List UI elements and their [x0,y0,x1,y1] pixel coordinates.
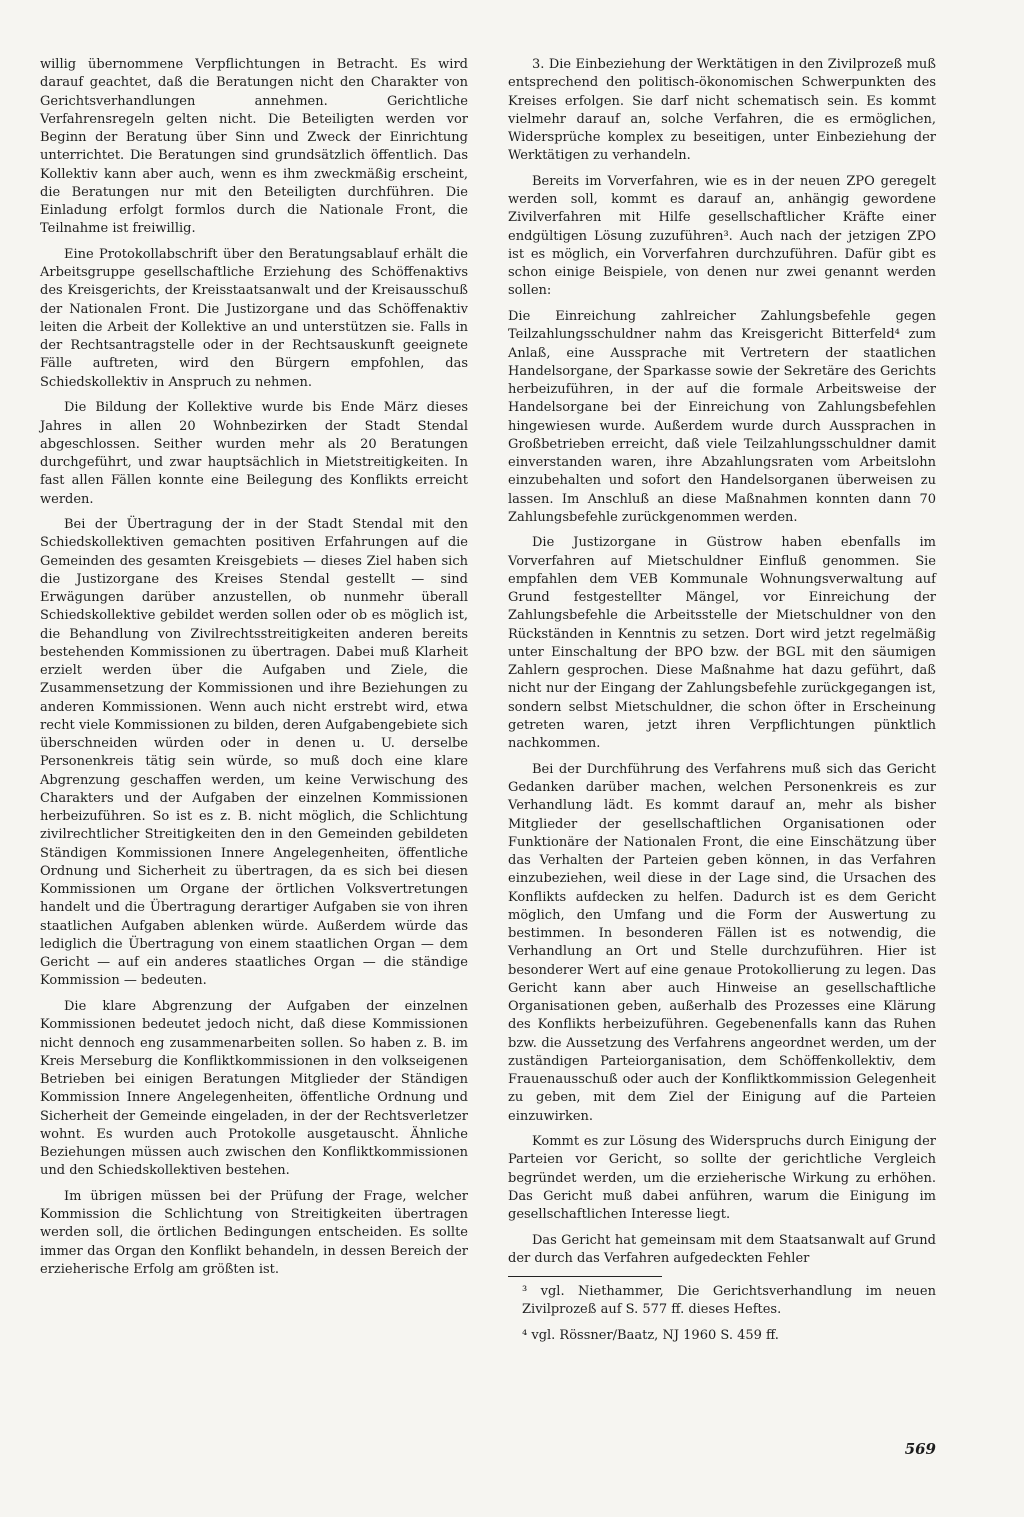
paragraph: 3. Die Einbeziehung der Werktätigen in den Zivilprozeß muß entsprechend den politisch-ökonomischen Schwerpunkten des Kreises erfolgen. Sie darf nicht schematisch sein. Es kommt vielmehr darauf an, solche Verfahren, die es ermöglichen, Widersprüche komplex zu beseitigen, unter Einbeziehung der Werktätigen zu verhandeln. [508,57,936,164]
paragraph: Die klare Abgrenzung der Aufgaben der einzelnen Kommissionen bedeutet jedoch nicht, daß diese Kommissionen nicht dennoch eng zusammenarbeiten sollen. So haben z. B. im Kreis Merseburg die Konfliktkommissionen in den volkseigenen Betrieben bei einigen Beratungen Mitglieder der Ständigen Kommission Innere Angelegenheiten, öffentliche Ordnung und Sicherheit der Gemeinde eingeladen, in der der Rechtsverletzer wohnt. Es wurden auch Protokolle ausgetauscht. Ähnliche Beziehungen müssen auch zwischen den Konfliktkommissionen und den Schiedskollektiven bestehen. [40,999,468,1179]
left-column [40,56,468,1287]
paragraph: Bei der Übertragung der in der Stadt Stendal mit den Schiedskollektiven gemachten positiven Erfahrungen auf die Gemeinden des gesamten Kreisgebiets — dieses Ziel haben sich die Justizorgane des Kreises Stendal gestellt — sind Erwägungen darüber anzustellen, ob nunmehr überall Schiedskollektive gebildet werden sollen oder ob es möglich ist, die Behandlung von Zivilrechtsstreitigkeiten anderen bereits bestehenden Kommissionen zu übertragen. Dabei muß Klarheit erzielt werden über die Aufgaben und Ziele, die Zusammensetzung der Kommissionen und ihre Beziehungen zu anderen Kommissionen. Wenn auch nicht erstrebt wird, etwa recht viele Kommissionen zu bilden, deren Aufgabengebiete sich überschneiden würden oder in denen u. U. derselbe Personenkreis tätig sein würde, so muß doch eine klare Abgrenzung geschaffen werden, um keine Verwischung des Charakters und der Aufgaben der einzelnen Kommissionen herbeizuführen. So ist es z. B. nicht möglich, die Schlichtung zivilrechtlicher Streitigkeiten den in den Gemeinden gebildeten Ständigen Kommissionen Innere Angelegenheiten, öffentliche Ordnung und Sicherheit zu übertragen, da es sich bei diesen Kommissionen um Organe der örtlichen Volksvertretungen handelt und die Übertragung derartiger Aufgaben sie von ihren staatlichen Aufgaben ablenken würde. Außerdem würde das lediglich die Übertragung von einem staatlichen Organ — dem Gericht — auf ein anderes staatliches Organ — die ständige Kommission — bedeuten. [40,517,468,989]
paragraph: Kommt es zur Lösung des Widerspruchs durch Einigung der Parteien vor Gericht, so sollte der gerichtliche Vergleich begründet werden, um die erzieherische Wirkung zu erhöhen. Das Gericht muß dabei anführen, warum die Einigung im gesellschaftlichen Interesse liegt. [508,1134,936,1223]
paragraph: Die Bildung der Kollektive wurde bis Ende März dieses Jahres in allen 20 Wohnbezirken der Stadt Stendal abgeschlossen. Seither wurden mehr als 20 Beratungen durchgeführt, und zwar hauptsächlich in Mietstreitigkeiten. In fast allen Fällen konnte eine Beilegung des Konflikts erreicht werden. [40,400,468,507]
footnote: ³ vgl. Niethammer, Die Gerichtsverhandlung im neuen Zivilprozeß auf S. 577 ff. dieses Heftes. [522,1283,936,1317]
footnote: ⁴ vgl. Rössner/Baatz, NJ 1960 S. 459 ff. [522,1327,779,1343]
paragraph: Bei der Durchführung des Verfahrens muß sich das Gericht Gedanken darüber machen, welchen Personenkreis es zur Verhandlung lädt. Es kommt darauf an, mehr als bisher Mitglieder der gesellschaftlichen Organisationen oder Funktionäre der Nationalen Front, die eine Einschätzung über das Verhalten der Parteien geben können, in das Verfahren einzubeziehen, weil diese in der Lage sind, die Ursachen des Konflikts aufdecken zu helfen. Dadurch ist es dem Gericht möglich, den Umfang und die Form der Auswertung zu bestimmen. In besonderen Fällen ist es notwendig, die Verhandlung an Ort und Stelle durchzuführen. Hier ist besonderer Wert auf eine genaue Protokollierung zu legen. Das Gericht kann aber auch Hinweise an gesellschaftliche Organisationen geben, außerhalb des Prozesses eine Klärung des Konflikts herbeizuführen. Gegebenenfalls kann das Ruhen bzw. die Aussetzung des Verfahrens angeordnet werden, um der zuständigen Parteiorganisation, dem Schöffenkollektiv, dem Frauenausschuß oder auch der Konfliktkommission Gelegenheit zu geben, mit dem Ziel der Einigung auf die Parteien einzuwirken. [508,761,936,1124]
paragraph: Im übrigen müssen bei der Prüfung der Frage, welcher Kommission die Schlichtung von Streitigkeiten übertragen werden soll, die örtlichen Bedingungen entscheiden. Es sollte immer das Organ den Konflikt behandeln, in dessen Bereich der erzieherische Erfolg am größten ist. [40,1188,468,1277]
page-number: 569 [904,1440,936,1458]
paragraph: Die Justizorgane in Güstrow haben ebenfalls im Vorverfahren auf Mietschuldner Einfluß genommen. Sie empfahlen dem VEB Kommunale Wohnungsverwaltung auf Grund festgestellter Mängel, vor Einreichung der Zahlungsbefehle die Arbeitsstelle der Mietschuldner von den Rückständen in Kenntnis zu setzen. Dort wird jetzt regelmäßig unter Einschaltung der BPO bzw. der BGL mit den säumigen Zahlern gesprochen. Diese Maßnahme hat dazu geführt, daß nicht nur der Eingang der Zahlungsbefehle zurückgegangen ist, sondern selbst Mietschuldner, die schon öfter in Erscheinung getreten waren, jetzt ihren Verpflichtungen pünktlich nachkommen. [508,535,936,752]
footnote-divider [508,1276,662,1277]
paragraph: Eine Protokollabschrift über den Beratungsablauf erhält die Arbeitsgruppe gesellschaftliche Erziehung des Schöffenaktivs des Kreisgerichts, der Kreisstaatsanwalt und der Kreisausschuß der Nationalen Front. Die Justizorgane und das Schöffenaktiv leiten die Arbeit der Kollektive an und unterstützen sie. Falls in der Rechtsantragstelle oder in der Rechtsauskunft geeignete Fälle auftreten, wird den Bürgern empfohlen, das Schiedskollektiv in Anspruch zu nehmen. [40,246,468,390]
right-column [508,56,936,1352]
paragraph: willig übernommene Verpflichtungen in Betracht. Es wird darauf geachtet, daß die Beratungen nicht den Charakter von Gerichtsverhandlungen annehmen. Gerichtliche Verfahrensregeln gelten nicht. Die Beteiligten werden vor Beginn der Beratung über Sinn und Zweck der Einrichtung unterrichtet. Die Beratungen sind grundsätzlich öffentlich. Das Kollektiv kann aber auch, wenn es ihm zweckmäßig erscheint, die Beratungen nur mit den Beteiligten durchführen. Die Einladung erfolgt formlos durch die Nationale Front, die Teilnahme ist freiwillig. [40,57,468,237]
paragraph: Die Einreichung zahlreicher Zahlungsbefehle gegen Teilzahlungsschuldner nahm das Kreisgericht Bitterfeld⁴ zum Anlaß, eine Aussprache mit Vertretern der staatlichen Handelsorgane, der Sparkasse sowie der Sekretäre des Gerichts herbeizuführen, in der auf die formale Arbeitsweise der Handelsorgane bei der Einreichung von Zahlungsbefehlen hingewiesen wurde. Außerdem wurde durch Aussprachen in Großbetrieben erreicht, daß viele Teilzahlungsschuldner damit einverstanden waren, ihre Abzahlungsraten vom Arbeitslohn einzubehalten und sofort den Handelsorganen überweisen zu lassen. Im Anschluß an diese Maßnahmen konnten dann 70 Zahlungsbefehle zurückgenommen werden. [508,309,936,525]
paragraph: Bereits im Vorverfahren, wie es in der neuen ZPO geregelt werden soll, kommt es darauf an, anhängig gewordene Zivilverfahren mit Hilfe gesellschaftlicher Kräfte einer endgültigen Lösung zuzuführen³. Auch nach der jetzigen ZPO ist es möglich, ein Vorverfahren durchzuführen. Dafür gibt es schon einige Beispiele, von denen nur zwei genannt werden sollen: [508,173,936,299]
paragraph: Das Gericht hat gemeinsam mit dem Staatsanwalt auf Grund der durch das Verfahren aufgedeckten Fehler [508,1232,936,1267]
